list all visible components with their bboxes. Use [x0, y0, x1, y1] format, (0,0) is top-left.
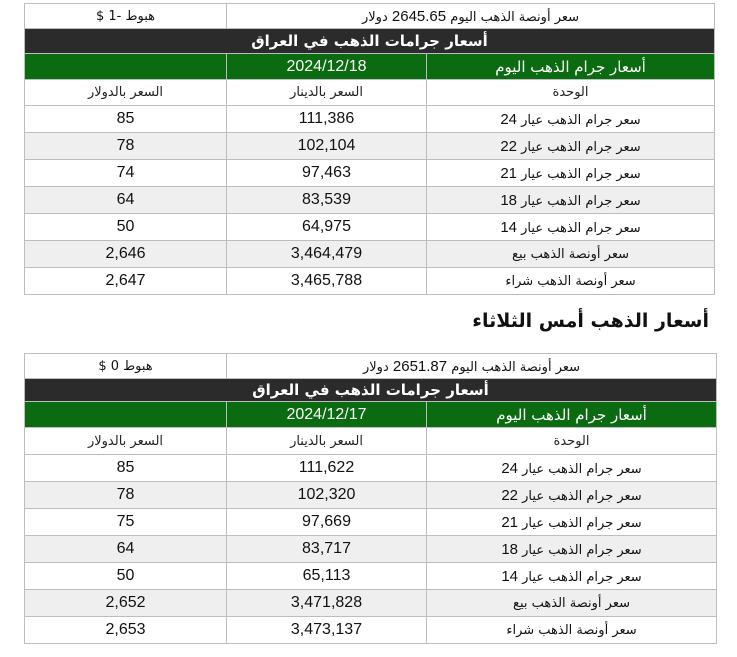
row-karat: 24 [501, 459, 519, 477]
ounce-price-row [25, 354, 717, 379]
table-row [25, 536, 717, 563]
col-header-dollar: السعر بالدولار [25, 428, 227, 455]
table-date: 2024/12/17 [227, 402, 427, 428]
ounce-price-cell [227, 354, 717, 379]
row-price-dollar: 64 [25, 536, 227, 563]
ounce-price-suffix: دولار [361, 9, 388, 25]
date-row-blank [25, 402, 227, 428]
row-unit-cell [427, 160, 715, 187]
row-price-dinar: 111,622 [227, 455, 427, 482]
row-unit-cell [427, 133, 715, 160]
row-unit-label: سعر جرام الذهب عيار [522, 461, 642, 477]
price-change-cell: هبوط -1 $ [25, 4, 227, 29]
row-unit-cell [427, 509, 717, 536]
row-karat: 22 [501, 486, 519, 504]
row-price-dinar: 64,975 [227, 214, 427, 241]
title-row [25, 29, 715, 54]
ounce-price-prefix: سعر أونصة الذهب اليوم [450, 9, 580, 25]
row-price-dollar: 74 [25, 160, 227, 187]
row-unit-label: سعر جرام الذهب عيار [522, 569, 642, 585]
section-heading-yesterday: أسعار الذهب أمس الثلاثاء [472, 310, 709, 332]
row-unit-label: سعر أونصة الذهب بيع [513, 595, 630, 611]
table-row [25, 268, 715, 295]
column-header-row [25, 80, 715, 106]
row-unit-cell [427, 617, 717, 644]
col-header-dinar: السعر بالدينار [227, 428, 427, 455]
column-header-row [25, 428, 717, 455]
row-price-dinar: 97,669 [227, 509, 427, 536]
title-row [25, 379, 717, 402]
table-row [25, 563, 717, 590]
row-price-dollar: 50 [25, 214, 227, 241]
row-price-dinar: 3,473,137 [227, 617, 427, 644]
price-change-cell: هبوط 0 $ [25, 354, 227, 379]
row-price-dinar: 3,464,479 [227, 241, 427, 268]
table-date: 2024/12/18 [227, 54, 427, 80]
table-title: أسعار جرامات الذهب في العراق [25, 29, 715, 54]
date-row [25, 54, 715, 80]
row-unit-cell [427, 455, 717, 482]
row-price-dinar: 102,320 [227, 482, 427, 509]
table-row [25, 241, 715, 268]
table-row [25, 214, 715, 241]
table-row [25, 509, 717, 536]
table-row [25, 160, 715, 187]
row-unit-cell [427, 268, 715, 295]
row-price-dollar: 78 [25, 133, 227, 160]
today-label: أسعار جرام الذهب اليوم [427, 402, 717, 428]
row-price-dinar: 3,471,828 [227, 590, 427, 617]
row-price-dollar: 64 [25, 187, 227, 214]
gold-prices-table-today [24, 3, 715, 295]
row-price-dollar: 85 [25, 455, 227, 482]
row-unit-label: سعر أونصة الذهب بيع [512, 246, 629, 262]
row-unit-label: سعر جرام الذهب عيار [522, 515, 642, 531]
row-price-dollar: 2,653 [25, 617, 227, 644]
row-unit-label: سعر جرام الذهب عيار [522, 542, 642, 558]
col-header-dinar: السعر بالدينار [227, 80, 427, 106]
table-title: أسعار جرامات الذهب في العراق [25, 379, 717, 402]
ounce-price-prefix: سعر أونصة الذهب اليوم [451, 359, 581, 375]
table-row [25, 617, 717, 644]
row-karat: 24 [500, 110, 518, 128]
row-karat: 18 [501, 540, 519, 558]
table-row [25, 133, 715, 160]
row-unit-label: سعر أونصة الذهب شراء [506, 622, 637, 638]
row-price-dinar: 3,465,788 [227, 268, 427, 295]
row-karat: 21 [500, 164, 518, 182]
row-price-dinar: 97,463 [227, 160, 427, 187]
row-price-dollar: 2,647 [25, 268, 227, 295]
row-karat: 22 [500, 137, 518, 155]
date-row-blank [25, 54, 227, 80]
row-unit-cell [427, 187, 715, 214]
table-row [25, 187, 715, 214]
row-karat: 14 [501, 567, 519, 585]
row-price-dollar: 78 [25, 482, 227, 509]
row-unit-cell [427, 214, 715, 241]
row-unit-label: سعر أونصة الذهب شراء [505, 273, 636, 289]
row-unit-label: سعر جرام الذهب عيار [521, 193, 641, 209]
col-header-dollar: السعر بالدولار [25, 80, 227, 106]
table-row [25, 106, 715, 133]
row-price-dollar: 75 [25, 509, 227, 536]
col-header-unit: الوحدة [427, 80, 715, 106]
row-unit-label: سعر جرام الذهب عيار [521, 112, 641, 128]
ounce-price-suffix: دولار [362, 359, 389, 375]
table-row [25, 590, 717, 617]
row-price-dinar: 111,386 [227, 106, 427, 133]
row-price-dinar: 83,717 [227, 536, 427, 563]
ounce-price-value: 2645.65 [391, 7, 447, 25]
row-unit-label: سعر جرام الذهب عيار [522, 488, 642, 504]
ounce-price-cell [227, 4, 715, 29]
table-row [25, 455, 717, 482]
gold-prices-table-yesterday [24, 353, 717, 644]
row-karat: 14 [500, 218, 518, 236]
row-karat: 18 [500, 191, 518, 209]
date-row [25, 402, 717, 428]
row-unit-cell [427, 241, 715, 268]
row-unit-cell [427, 563, 717, 590]
row-unit-cell [427, 482, 717, 509]
ounce-price-value: 2651.87 [392, 357, 448, 375]
row-price-dollar: 85 [25, 106, 227, 133]
ounce-price-row [25, 4, 715, 29]
row-price-dollar: 2,652 [25, 590, 227, 617]
row-unit-label: سعر جرام الذهب عيار [521, 220, 641, 236]
row-price-dinar: 83,539 [227, 187, 427, 214]
row-unit-label: سعر جرام الذهب عيار [521, 139, 641, 155]
row-unit-cell [427, 590, 717, 617]
row-price-dollar: 2,646 [25, 241, 227, 268]
table-row [25, 482, 717, 509]
row-price-dollar: 50 [25, 563, 227, 590]
row-karat: 21 [501, 513, 519, 531]
row-price-dinar: 102,104 [227, 133, 427, 160]
today-label: أسعار جرام الذهب اليوم [427, 54, 715, 80]
col-header-unit: الوحدة [427, 428, 717, 455]
row-unit-cell [427, 106, 715, 133]
row-price-dinar: 65,113 [227, 563, 427, 590]
row-unit-cell [427, 536, 717, 563]
row-unit-label: سعر جرام الذهب عيار [521, 166, 641, 182]
